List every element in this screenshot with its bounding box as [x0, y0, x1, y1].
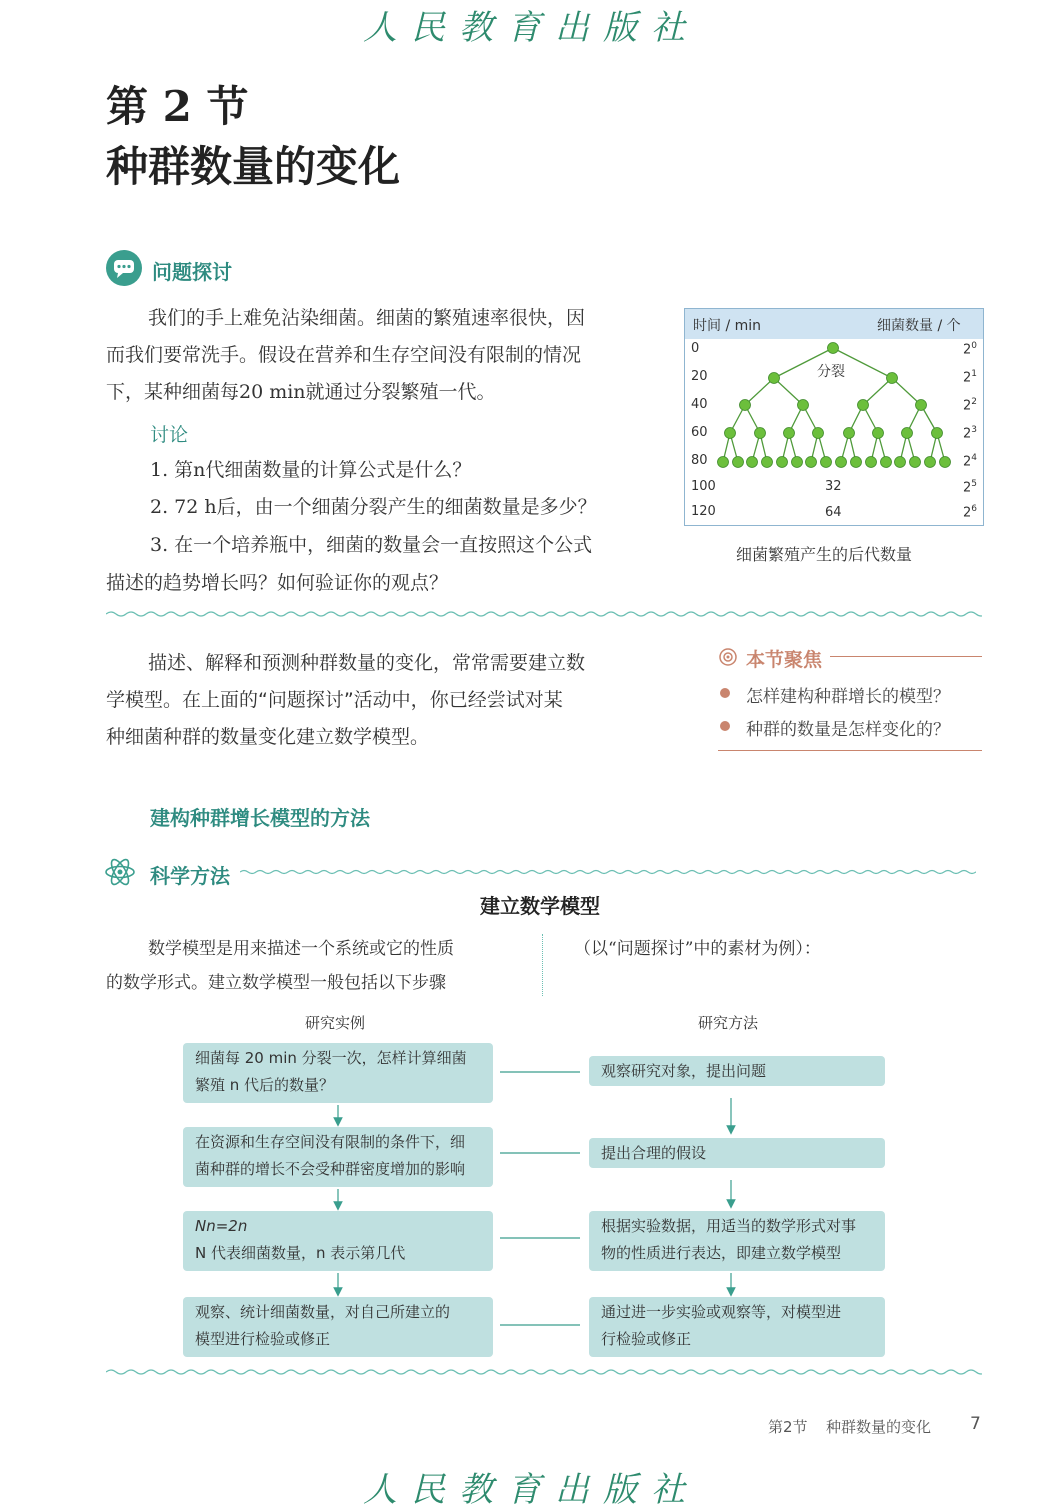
question-1: 1. 第n代细菌数量的计算公式是什么？	[150, 459, 472, 481]
page-number: 7	[970, 1414, 981, 1434]
count-base: 2	[963, 342, 972, 358]
split-label: 分裂	[817, 364, 845, 380]
box-line: 行检验或修正	[601, 1330, 692, 1348]
count-base: 2	[963, 454, 972, 470]
section-number: 第 2 节	[106, 82, 249, 131]
value-64: 64	[825, 505, 842, 520]
question-3-cont: 描述的趋势增长吗？如何验证你的观点？	[106, 572, 449, 594]
count-exponent: 4	[971, 453, 978, 463]
box-line: 观察研究对象，提出问题	[601, 1062, 767, 1080]
intro-line: 种细菌种群的数量变化建立数学模型。	[106, 726, 430, 748]
focus-title: 本节聚焦	[746, 649, 823, 671]
publisher-header: 人民教育出版社	[363, 8, 699, 48]
intro-line: 描述、解释和预测种群数量的变化，常常需要建立数	[148, 652, 586, 674]
count-exponent: 0	[971, 341, 978, 351]
time-80: 80	[691, 453, 708, 468]
method-heading: 科学方法	[150, 864, 230, 888]
count-base: 2	[963, 398, 972, 414]
footer-section: 第2节	[768, 1418, 808, 1436]
count-base: 2	[963, 370, 972, 386]
method-right-text: （以“问题探讨”中的素材为例）：	[574, 939, 821, 959]
box-line: N 代表细菌数量，n 表示第几代	[195, 1244, 406, 1262]
time-0: 0	[691, 341, 700, 356]
count-base: 2	[963, 426, 972, 442]
subheading: 建构种群增长模型的方法	[150, 806, 370, 830]
box-line: 菌种群的增长不会受种群密度增加的影响	[195, 1160, 466, 1178]
col-method-label: 研究方法	[698, 1014, 759, 1032]
value-32: 32	[825, 479, 842, 494]
count-exponent: 5	[971, 479, 978, 489]
count-exponent: 3	[971, 425, 978, 435]
box-line: 繁殖 n 代后的数量？	[195, 1076, 335, 1094]
count-base: 2	[963, 480, 972, 496]
time-20: 20	[691, 369, 708, 384]
figure-caption: 细菌繁殖产生的后代数量	[736, 545, 913, 564]
wavy-divider	[106, 1368, 982, 1376]
section-title: 种群数量的变化	[106, 142, 401, 191]
focus-item-1: 怎样建构种群增长的模型？	[746, 687, 950, 707]
time-120: 120	[691, 504, 716, 519]
box-line: 模型进行检验或修正	[195, 1330, 331, 1348]
box-line: Nn=2n	[195, 1217, 248, 1235]
discuss-label: 讨论	[150, 424, 189, 446]
footer-title: 种群数量的变化	[826, 1418, 932, 1436]
method-title: 建立数学模型	[480, 894, 600, 918]
para-line: 下，某种细菌每20 min就通过分裂繁殖一代。	[106, 381, 496, 403]
question-3: 3. 在一个培养瓶中，细菌的数量会一直按照这个公式	[150, 534, 593, 556]
para-line: 而我们要常洗手。假设在营养和生存空间没有限制的情况	[106, 344, 582, 366]
intro-line: 学模型。在上面的“问题探讨”活动中，你已经尝试对某	[106, 689, 563, 711]
time-100: 100	[691, 479, 716, 494]
col-example-label: 研究实例	[305, 1014, 366, 1032]
count-exponent: 6	[971, 504, 978, 514]
box-line: 观察、统计细菌数量，对自己所建立的	[195, 1303, 451, 1321]
count-exponent: 2	[971, 397, 978, 407]
para-line: 我们的手上难免沾染细菌。细菌的繁殖速率很快，因	[148, 307, 586, 329]
box-line: 在资源和生存空间没有限制的条件下，细	[195, 1133, 466, 1151]
method-line: 的数学形式。建立数学模型一般包括以下步骤	[106, 973, 446, 993]
publisher-footer: 人民教育出版社	[363, 1470, 699, 1510]
count-column-label: 细菌数量 / 个	[877, 318, 961, 334]
time-column-label: 时间 / min	[693, 318, 762, 334]
count-base: 2	[963, 505, 972, 521]
count-exponent: 1	[971, 369, 978, 379]
question-2: 2. 72 h后，由一个细菌分裂产生的细菌数量是多少？	[150, 496, 597, 518]
method-line: 数学模型是用来描述一个系统或它的性质	[148, 939, 454, 959]
box-line: 通过进一步实验或观察等，对模型进	[601, 1303, 842, 1321]
box-line: 物的性质进行表达，即建立数学模型	[601, 1244, 842, 1262]
discussion-heading: 问题探讨	[152, 260, 232, 284]
box-line: 提出合理的假设	[601, 1144, 707, 1162]
box-line: 根据实验数据，用适当的数学形式对事	[601, 1217, 857, 1235]
time-40: 40	[691, 397, 708, 412]
time-60: 60	[691, 425, 708, 440]
box-line: 细菌每 20 min 分裂一次，怎样计算细菌	[195, 1049, 467, 1067]
focus-item-2: 种群的数量是怎样变化的？	[746, 720, 950, 740]
